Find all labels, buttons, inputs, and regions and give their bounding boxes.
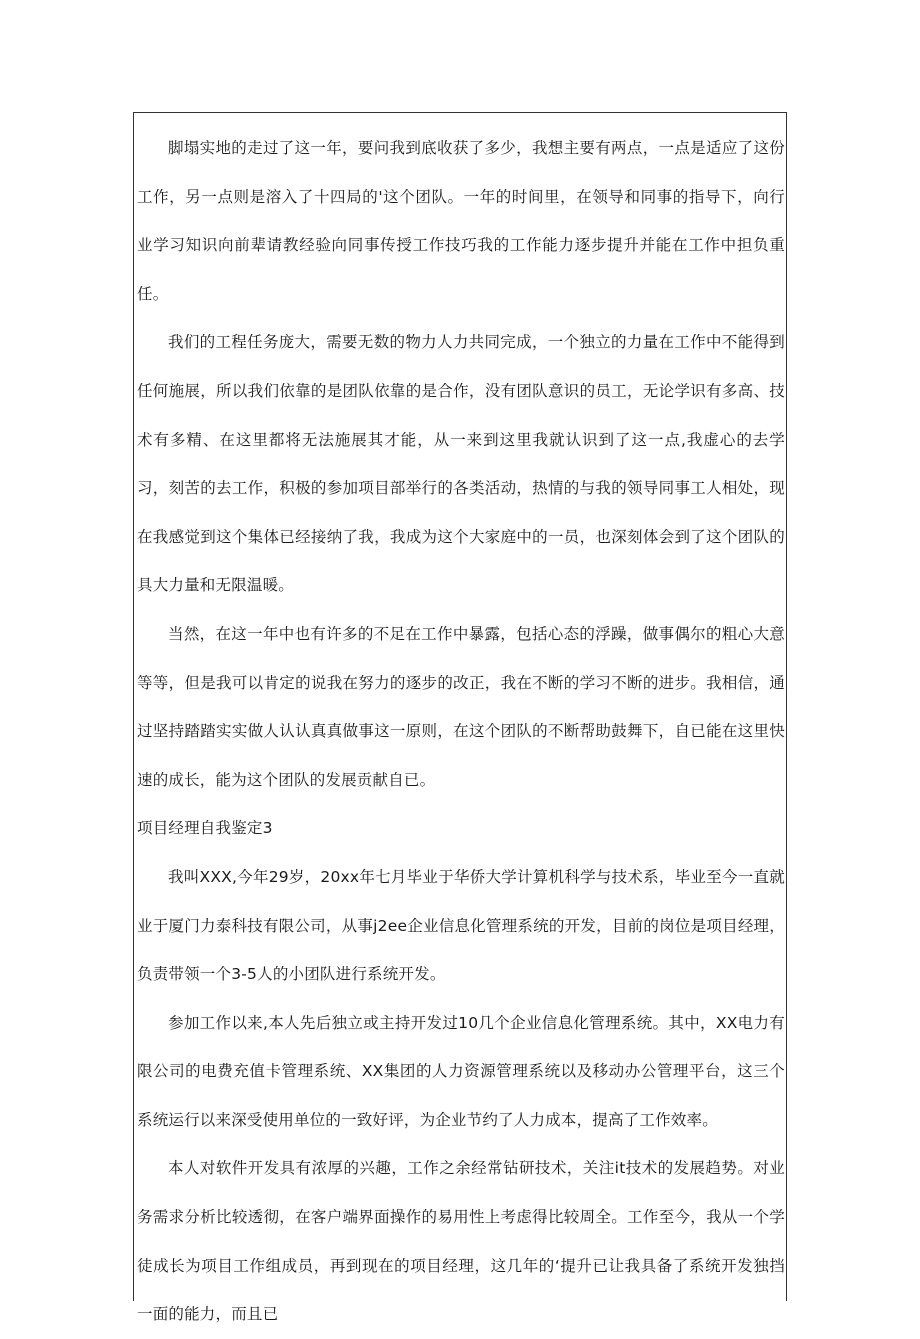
document-body [137,124,785,1339]
paragraph: 我们的工程任务庞大，需要无数的物力人力共同完成，一个独立的力量在工作中不能得到任何施展，所以我们依靠的是团队依靠的是合作，没有团队意识的员工，无论学识有多高、技术有多精、在这里都将无法施展其才能，从一来到这里我就认识到了这一点,我虚心的去学习，刻苦的去工作，积极的参加项目部举行的各类活动，热情的与我的领导同事工人相处，现在我感觉到这个集体已经接纳了我，我成为这个大家庭中的一员，也深刻体会到了这个团队的具大力量和无限温暖。 [137,333,785,595]
paragraph: 本人对软件开发具有浓厚的兴趣，工作之余经常钻研技术，关注it技术的发展趋势。对业务需求分析比较透彻，在客户端界面操作的易用性上考虑得比较周全。工作至今，我从一个学徒成长为项目工作组成员，再到现在的项目经理，这几年的‘提升已让我具备了系统开发独挡一面的能力，而且已 [137,1159,785,1324]
paragraph: 我叫XXX,今年29岁，20xx年七月毕业于华侨大学计算机科学与技术系，毕业至今一直就业于厦门力泰科技有限公司，从事j2ee企业信息化管理系统的开发，目前的岗位是项目经理，负责带领一个3-5人的小团队进行系统开发。 [137,867,785,984]
paragraph: 当然，在这一年中也有许多的不足在工作中暴露，包括心态的浮躁，做事偶尔的粗心大意等等，但是我可以肯定的说我在努力的逐步的改正，我在不断的学习不断的进步。我相信，通过坚持踏踏实实做人认认真真做事这一原则，在这个团队的不断帮助鼓舞下，自已能在这里快速的成长，能为这个团队的发展贡献自已。 [137,624,785,789]
paragraph: 参加工作以来,本人先后独立或主持开发过10几个企业信息化管理系统。其中，XX电力有限公司的电费充值卡管理系统、XX集团的人力资源管理系统以及移动办公管理平台，这三个系统运行以来深受使用单位的一致好评，为企业节约了人力成本，提高了工作效率。 [137,1013,785,1129]
section-heading: 项目经理自我鉴定3 [137,819,273,838]
paragraph: 脚塌实地的走过了这一年，要问我到底收获了多少，我想主要有两点，一点是适应了这份工作，另一点则是溶入了十四局的'这个团队。一年的时间里，在领导和同事的指导下，向行业学习知识向前辈请教经验向同事传授工作技巧我的工作能力逐步提升并能在工作中担负重任。 [137,139,785,303]
